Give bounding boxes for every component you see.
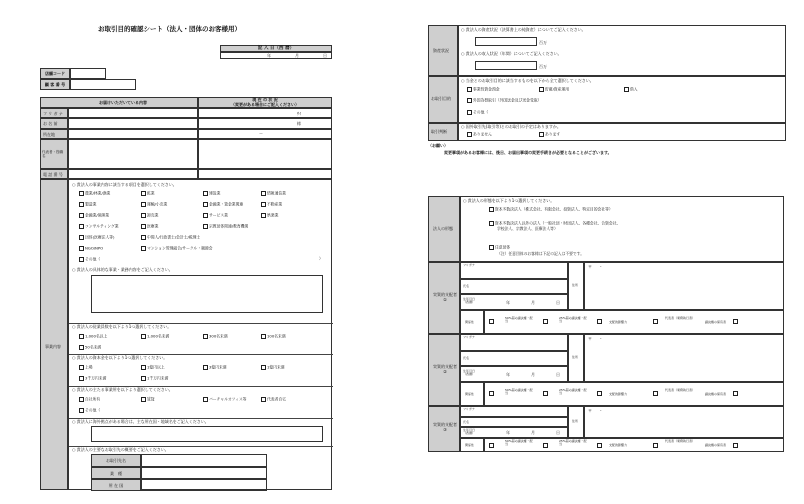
form-title: お取引目的確認シート（法人・団体のお客様用） [98,25,241,33]
furigana-new-field[interactable]: ｻｲ [198,108,332,118]
rel-opt-control[interactable] [597,319,603,324]
q1-opt-professional[interactable]: 中間人/行政書士/会計士/税理士 [141,235,200,240]
q5-opt-other[interactable]: その他（ [79,408,100,413]
owner-addr-field[interactable]: 〒 - [584,406,784,438]
owner-kana[interactable]: フリガナ [460,262,568,279]
right-top-form [428,25,786,165]
owner-birth[interactable]: 生年月日（西暦） 年 月 日 [460,294,568,310]
date-header: 記 入 日（西 暦） [220,45,332,52]
q5-opt-rented[interactable]: 賃貸 [141,397,155,402]
q2-textarea[interactable] [91,275,323,313]
q5-opt-home[interactable]: 代表者自宅 [261,397,286,402]
owner-birth[interactable]: 生年月日（西暦） 年 月 日 [460,366,568,382]
income-unit: 百万 [539,64,547,69]
owner-rel-label: 関係性 [460,310,484,334]
owner-rel-options: 50%超の議決権・配当 25%超の議決権・配当 支配的影響力 代表者（業務執行者） 議決権の保有者 [484,438,784,452]
q3-opt-under100[interactable]: 100名未満 [261,334,286,339]
tel-field[interactable] [68,169,198,179]
furigana-field[interactable] [68,108,198,118]
addr-field[interactable] [68,129,198,139]
name-field[interactable] [68,118,198,129]
row-tel-label: 電 話 番 号 [40,169,68,179]
purpose-content [458,76,786,123]
owner-kana[interactable]: フリガナ [460,406,568,417]
q1-opt-other[interactable]: その他（ [79,257,100,262]
rep-field[interactable] [68,139,198,169]
owner-name[interactable]: 氏名 [460,351,568,366]
owner-rel-options: 50%超の議決権・配当 25%超の議決権・配当 支配的影響力 代表者（業務執行者） 議決権の保有者 [484,310,784,334]
owner-birth[interactable]: 生年月日（西暦） 年 月 日 [460,427,568,438]
q1-opt-ict[interactable]: 情報通信業 [261,191,286,196]
rel-opt-rep[interactable] [653,391,659,396]
rel-opt-control[interactable] [597,391,603,396]
q1-opt-mining[interactable]: 鉱業 [141,191,155,196]
corp-type-opt3-note: （注）任意団体のお客様は下記の記入は不要です。 [497,251,585,256]
owner-addr-label: 住所 [568,262,584,310]
note-heading: （お願い） [428,143,448,148]
asset-amount-field[interactable] [475,37,537,46]
q7-label-name: お取引先名 [91,454,141,467]
q4-opt-1oku-plus[interactable]: 1億円以上 [141,365,165,370]
account-no-field[interactable] [70,79,136,90]
date-field[interactable]: 年 月 日 [220,52,332,59]
left-form [38,20,332,490]
q1-opt-condo[interactable]: マンション管理組合/サークル・親睦会 [141,246,213,251]
q3-opt-under50[interactable]: 50名未満 [79,345,101,350]
q1-options [79,191,329,266]
q5-opt-virtual[interactable]: バーチャルオフィス等 [203,397,246,402]
q4-opt-listed[interactable]: 上場 [79,365,93,370]
owner-kana[interactable]: フリガナ [460,334,568,351]
owner-rel-label: 関係性 [460,382,484,406]
q1-opt-service[interactable]: サービス業 [203,213,228,218]
rel-opt-rep[interactable] [653,319,659,324]
q1-opt-wholesale[interactable]: 卸売業 [141,213,158,218]
q7-label-country: 所 在 国 [91,479,141,491]
owner-label: 実質的支配者 ① [428,262,460,334]
name-new-field[interactable]: 様 [198,118,332,129]
asset-q1: ○ 貴法人の資産状況（決算書上の純資産）についてご記入ください。 [461,27,586,32]
owner-label: 実質的支配者 ② [428,334,460,406]
q1-opt-manufacturing[interactable]: 製造業 [79,202,96,207]
q6-text: ○ 貴法人に海外拠点がある場合は、主な所在国・地域名をご記入ください。 [72,419,209,424]
corp-type-label: 法人の形態 [428,196,460,262]
q4-text: ○ 貴法人の資本金を以下より1つ選択してください。 [72,355,168,360]
owner-addr-field[interactable]: 〒 - [584,334,784,382]
owner-name[interactable]: 氏名 [460,417,568,427]
owner-name[interactable]: 氏名 [460,279,568,294]
rel-opt-25[interactable] [543,319,549,324]
q1-opt-agriculture[interactable]: 農業/林業/漁業 [79,191,110,196]
table-header-left: お届けいただいている内容 [40,97,198,108]
corp-type-opt2b: 学校法人、宗教法人、医療法人等） [497,226,558,231]
q1-text: ○ 貴法人の事業内容に該当する項目を選択してください。 [72,182,177,187]
q4-opt-under3000man[interactable]: 3千万円未満 [79,376,106,381]
owner-rel-label: 関係性 [460,438,484,452]
rel-opt-voting[interactable] [733,443,739,448]
owner-block-1 [428,262,784,334]
q3-opt-1000plus[interactable]: 1,000名以上 [79,334,107,339]
q3-opt-under300[interactable]: 300名未満 [203,334,228,339]
q1-opt-medical[interactable]: 医療業 [141,224,158,229]
rel-opt-25[interactable] [543,391,549,396]
corp-type-content [460,196,784,262]
q7-field-name[interactable] [141,454,267,467]
table-header-right: 現 在 の 状 況 （変更がある場合にご記入ください） [198,97,332,108]
rel-opt-50[interactable] [489,391,495,396]
income-amount-field[interactable] [475,61,537,70]
row-furigana-label: フ リ ガ ナ [40,108,68,118]
q6-field[interactable] [91,426,323,442]
addr-new-field[interactable]: ー [198,129,332,139]
business-content [68,179,332,490]
q1-opt-finance-lending[interactable]: 金融業・貸金業関連 [203,202,243,207]
q7-field-industry[interactable] [141,467,267,479]
row-name-label: お 名 前 [40,118,68,129]
judge-content [458,123,786,141]
purpose-label: お取引目的 [428,76,458,123]
q4-opt-under1000man[interactable]: 1千万円未満 [141,376,168,381]
purpose-opt-forex[interactable]: 外国為替取引（外国送金及び送金受取） [467,98,541,103]
rel-opt-rep[interactable] [653,443,659,448]
tel-new-field[interactable] [198,169,332,179]
owner-label: 実質的支配者 ③ [428,406,460,452]
owner-addr-label: 住所 [568,406,584,438]
q1-opt-retail[interactable]: 運輸/小売業 [141,202,167,207]
row-addr-label: 所在地 [40,129,68,139]
rel-opt-voting[interactable] [733,391,739,396]
row-rep-label: 代表者・役職名 [40,139,68,169]
q1-opt-insurance[interactable]: 金融業/保険業 [79,213,109,218]
purpose-opt-other[interactable]: その他（ [467,110,488,115]
q3-text: ○ 貴法人の従業員数を以下より1つ選択してください。 [72,324,172,329]
corp-type-opt3[interactable]: 任意団体 [489,245,510,250]
business-label: 事業内容 [40,179,68,490]
q5-text: ○ 貴法人の主たる事業所を以下より選択してください。 [72,387,173,392]
asset-label: 資産状況 [428,25,458,76]
account-no-label: 顧 客 番 号 [40,79,70,90]
q1-opt-construction[interactable]: 建設業 [203,191,220,196]
judge-opt-yes[interactable]: あります [539,132,560,137]
q5-opt-owned[interactable]: 自社所有 [79,397,100,402]
q7-label-industry: 業 種 [91,467,141,479]
rel-opt-50[interactable] [489,319,495,324]
q1-opt-ngo[interactable]: NGO/NPO [79,246,103,251]
purpose-q: ○ 当金とのお取引目的に該当するものを以下から全て選択してください。 [461,78,594,83]
q1-opt-entertainment[interactable]: 娯楽業 [261,213,278,218]
q7-text: ○ 貴法人の主要なお取引先の概要をご記入ください。 [72,447,169,452]
asset-content [458,25,786,76]
rel-opt-50[interactable] [489,443,495,448]
q1-opt-organization[interactable]: 団体(医療法人等) [79,235,115,240]
q4-opt-under3oku[interactable]: 3億円未満 [203,365,227,370]
store-code-field[interactable] [70,68,106,79]
judge-opt-no[interactable]: ありません [467,132,492,137]
owner-rel-options: 50%超の議決権・配当 25%超の議決権・配当 支配的影響力 代表者（業務執行者） 議決権の保有者 [484,382,784,406]
q1-opt-realestate[interactable]: 不動産業 [261,202,282,207]
right-bottom-form [428,196,784,452]
owner-block-3 [428,406,784,452]
q3-opt-under1000[interactable]: 1,000名未満 [141,334,169,339]
rel-opt-25[interactable] [543,443,549,448]
rel-opt-control[interactable] [597,443,603,448]
corp-type-opt2[interactable]: 資本多数決法人以外の法人（一般社団・財団法人、各種会社、合資会社、 [489,221,620,226]
corp-type-q: ○ 貴法人の形態を以下より1つ選択してください。 [463,198,555,203]
rel-opt-voting[interactable] [733,319,739,324]
owner-addr-label: 住所 [568,334,584,382]
owner-block-2 [428,334,784,406]
q7-field-country[interactable] [141,479,267,491]
q2-text: ○ 貴法人の具体的な事業・業務内容をご記入ください。 [72,267,173,272]
judge-q: ○ 国外取引先(取引等)とのお取引の予定はありますか。 [461,124,561,129]
store-code-label: 店舗コード [40,68,70,79]
purpose-opt-loan[interactable]: 借入 [624,87,638,92]
note-text: 変更事項があるお客様には、後日、お届出事項の変更手続きが必要となることがございます。 [444,150,612,155]
asset-q2: ○ 貴法人の収入状況（年間）についてご記入ください。 [461,51,562,56]
q1-opt-religious[interactable]: 宗教団体関連/教育機関 [203,224,248,229]
rep-new-field[interactable] [198,139,332,169]
asset-unit: 百万 [539,40,547,45]
judge-label: 取引判断 [428,123,458,141]
q1-opt-consulting[interactable]: コンサルティング業 [79,224,119,229]
purpose-opt-savings[interactable]: 貯蓄/資産運用 [539,87,569,92]
q4-opt-under1oku[interactable]: 1億円未満 [261,365,285,370]
owner-addr-field[interactable]: 〒 - [584,262,784,310]
purpose-opt-business[interactable]: 事業性資金預金 [467,87,500,92]
corp-type-opt1[interactable]: 資本多数決法人（株式会社、有限会社、投資法人、特定目的会社等） [489,207,613,212]
q1-other-close: ） [319,256,323,261]
